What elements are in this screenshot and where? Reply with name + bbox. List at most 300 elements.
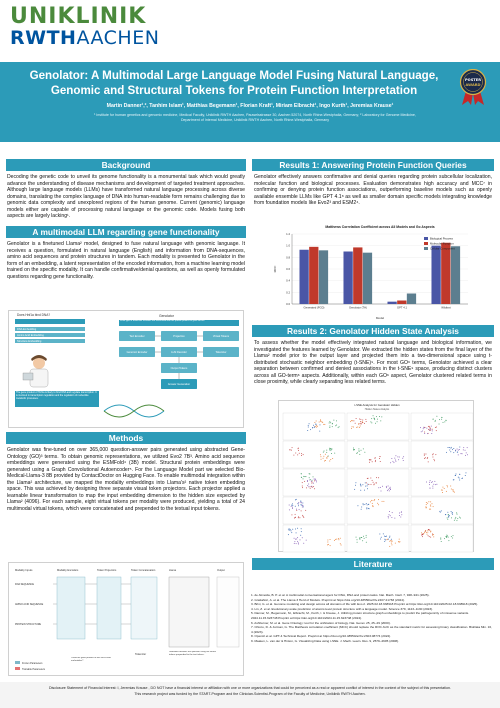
tsne-point: [448, 540, 449, 541]
tsne-point: [300, 539, 301, 540]
tsne-point: [332, 458, 333, 459]
tsne-point: [356, 418, 357, 419]
tsne-point: [336, 420, 337, 421]
tsne-point: [338, 538, 339, 539]
tsne-point: [313, 483, 314, 484]
tsne-point: [305, 510, 306, 511]
dna-helix-icon: [104, 405, 164, 417]
tsne-point: [290, 529, 291, 530]
tsne-point: [429, 427, 430, 428]
tsne-point: [455, 518, 456, 519]
tsne-point: [316, 481, 317, 482]
tsne-point: [340, 538, 341, 539]
bar: [343, 252, 352, 305]
tsne-point: [309, 423, 310, 424]
tsne-point: [424, 532, 425, 533]
tsne-point: [436, 430, 437, 431]
poster-award-badge-icon: [458, 69, 488, 105]
flow-block-label: Tokenizer: [215, 351, 227, 355]
legend-swatch: [424, 242, 428, 245]
tsne-point: [432, 486, 433, 487]
tsne-point: [446, 535, 447, 536]
tsne-point: [426, 502, 427, 503]
tsne-point: [292, 505, 293, 506]
legend-label: Cellular Component: [430, 246, 455, 251]
tsne-point: [387, 490, 388, 491]
tsne-point: [440, 539, 441, 540]
tsne-point: [357, 427, 358, 428]
svg-text:POSTER: POSTER: [465, 78, 481, 82]
results1-heading: Results 1: Answering Protein Function Queries: [252, 159, 494, 171]
tsne-point: [298, 516, 299, 517]
methods-text: Genolator was fine-tuned on over 365,000 question-answer pairs generated using abstracted Gene-Ontology (GO)³ terms. To obtain genomic representations, we utilized Evo2 7B³. Amino acid sequence embeddings were generated using the ESMFold⁴ (3B) model. Structural protein embeddings were generated using a Graph Convolutional Autoencoder⁵. For the Language Model part we selected Bio-Medical-Llama-3 8B provided by ContactDoctor on Hugging Face. To enable multimodal integration within the Llama² architecture, we mapped the modality embeddings into Llama's² native token embedding space. This was achieved by designing three separate visual token projectors. Each projector applied a learnable linear transformation to map the input embedding dimension to the hidden size expected by Llama² (4096). For each sample, eight virtual tokens per modality were produced, yielding a total of 24 multimodal virtual tokens, which were concatenated and prepended to the textual input tokens.: [7, 447, 245, 512]
tsne-point: [380, 420, 381, 421]
tsne-point: [301, 528, 302, 529]
tsne-point: [423, 427, 424, 428]
tsne-point: [430, 531, 431, 532]
tsne-point: [359, 423, 360, 424]
tsne-panel: [411, 441, 473, 468]
fig1-input-dna: DNA Embedding: [17, 328, 37, 331]
tsne-point: [300, 535, 301, 536]
x-tick-label: GPT 4.1: [397, 306, 407, 310]
tsne-point: [352, 420, 353, 421]
tsne-point: [424, 458, 425, 459]
tsne-point: [321, 459, 322, 460]
tsne-point: [292, 529, 293, 530]
tsne-point: [432, 534, 433, 535]
tsne-point: [389, 511, 390, 512]
scientist-icon: [23, 355, 48, 387]
tsne-point: [363, 504, 364, 505]
tsne-point: [446, 491, 447, 492]
tsne-point: [403, 456, 404, 457]
affiliation: ¹ Institute for human genetics and genomic medicine, Medical Faculty, Uniklinik RWTH Aachen, Pauwelsstrasse 30, Aachen 52074, North Rhine-Westphalia, Germany; ² Laboratory for Genome Medicine, Department of Internal Medicine, Uniklinik RWTH Aachen, North Rhine-Westphalia, Germany: [94, 113, 416, 122]
tsne-point: [372, 480, 373, 481]
tsne-point: [329, 427, 330, 428]
tsne-point: [325, 454, 326, 455]
tsne-point: [295, 452, 296, 453]
tsne-point: [359, 427, 360, 428]
tsne-point: [327, 544, 328, 545]
figure-tsne: [278, 400, 474, 552]
tsne-point: [303, 516, 304, 517]
tsne-point: [302, 505, 303, 506]
tsne-point: [303, 454, 304, 455]
tsne-point: [302, 515, 303, 516]
tsne-point: [447, 485, 448, 486]
tsne-point: [430, 428, 431, 429]
flow-block-label: Virtual Tokens: [212, 335, 230, 339]
tsne-point: [332, 423, 333, 424]
tsne-point: [453, 489, 454, 490]
tsne-point: [308, 483, 309, 484]
tsne-point: [388, 517, 389, 518]
y-tick-label: 1.2: [286, 232, 290, 236]
tsne-point: [291, 532, 292, 533]
tsne-point: [377, 421, 378, 422]
tsne-point: [389, 541, 390, 542]
tsne-point: [319, 431, 320, 432]
tsne-point: [452, 449, 453, 450]
legend-label: Biological Process: [430, 236, 453, 241]
chart-legend: [424, 237, 455, 251]
tsne-point: [308, 426, 309, 427]
tsne-point: [300, 500, 301, 501]
tsne-point: [297, 537, 298, 538]
tsne-point: [301, 473, 302, 474]
tsne-point: [459, 447, 460, 448]
mcc-chart: [270, 222, 480, 322]
tsne-point: [432, 429, 433, 430]
tsne-point: [364, 490, 365, 491]
reference-item: 1. de Almeida, B. P. et al. A multimodal conversational agent for DNA, RNA and protein tasks. Nat. Mach. Intell. 7, 928–941 (2025).: [251, 593, 430, 597]
tsne-point: [451, 536, 452, 537]
tsne-point: [403, 460, 404, 461]
tsne-point: [299, 509, 300, 510]
tsne-point: [463, 447, 464, 448]
tsne-point: [309, 477, 310, 478]
tsne-point: [459, 449, 460, 450]
tsne-point: [433, 459, 434, 460]
tsne-point: [466, 452, 467, 453]
tsne-point: [340, 543, 341, 544]
tsne-point: [420, 427, 421, 428]
tsne-point: [329, 423, 330, 424]
tsne-point: [402, 458, 403, 459]
tsne-point: [364, 423, 365, 424]
tsne-point: [386, 536, 387, 537]
tsne-point: [370, 459, 371, 460]
tsne-point: [388, 516, 389, 517]
tsne-point: [329, 426, 330, 427]
tsne-point: [364, 504, 365, 505]
fig1-input-structure: Structure Embedding: [17, 340, 42, 343]
tsne-point: [459, 478, 460, 479]
tsne-point: [308, 425, 309, 426]
tsne-point: [428, 535, 429, 536]
tsne-point: [388, 539, 389, 540]
tsne-point: [452, 535, 453, 536]
tsne-point: [362, 540, 363, 541]
tsne-point: [454, 520, 455, 521]
tsne-point: [429, 530, 430, 531]
tsne-point: [465, 455, 466, 456]
tsne-point: [447, 519, 448, 520]
tsne-point: [351, 428, 352, 429]
tsne-point: [301, 453, 302, 454]
tsne-point: [432, 430, 433, 431]
tsne-point: [314, 422, 315, 423]
results2-text: To assess whether the model effectively integrated natural language and biological information, we investigated the features learned by Genolator. We extracted the hidden states from the final layer of the Llama² model prior to the output layer and projected them into a two-dimensional space using t-distributed stochastic neighbor embedding (t-SNE)⁹. For most GO⁶ terms, Genolator achieved a clear separation between confirmed and denied associations in the t-SNE⁹ space, producing distinct clusters across all GO-term⁶ aspects. Additionally, within each GO⁶ aspect, Genolator clustered related terms in close proximity, while clearly separating less related terms.: [254, 340, 492, 385]
tsne-subtitle: Hidden States Analysis: [364, 408, 390, 411]
reference-item: 6. Ashburner, M. et al. Gene Ontology: tool for the unification of biology. Nat. Genet. 25, 25–29 (2000).: [251, 620, 391, 625]
methods-heading: Methods: [6, 432, 246, 444]
x-tick-label: Generated (FGD): [303, 306, 325, 310]
tsne-point: [366, 503, 367, 504]
tsne-point: [429, 484, 430, 485]
tsne-point: [300, 502, 301, 503]
tsne-point: [366, 537, 367, 538]
tsne-point: [444, 421, 445, 422]
tsne-point: [320, 419, 321, 420]
flow-block-label: Answer Generation: [167, 383, 191, 387]
tsne-point: [442, 487, 443, 488]
tsne-point: [303, 476, 304, 477]
tsne-point: [332, 426, 333, 427]
tsne-point: [353, 450, 354, 451]
tsne-point: [297, 454, 298, 455]
tsne-point: [430, 537, 431, 538]
tsne-point: [289, 509, 290, 510]
concat-block: [131, 577, 157, 639]
tsne-point: [372, 461, 373, 462]
tsne-point: [360, 450, 361, 451]
tsne-point: [327, 542, 328, 543]
tsne-point: [299, 453, 300, 454]
tsne-point: [302, 506, 303, 507]
mcc-chart-svg: [270, 222, 480, 322]
flow-block: [161, 363, 197, 373]
tsne-point: [296, 510, 297, 511]
tsne-point: [395, 461, 396, 462]
tsne-point: [303, 543, 304, 544]
tsne-point: [430, 488, 431, 489]
architecture-header: Output: [217, 569, 225, 572]
tsne-point: [302, 482, 303, 483]
tsne-point: [307, 480, 308, 481]
tsne-point: [359, 454, 360, 455]
tsne-point: [307, 430, 308, 431]
question-bar: [15, 319, 85, 324]
tsne-point: [357, 505, 358, 506]
tsne-point: [447, 512, 448, 513]
tsne-point: [386, 486, 387, 487]
tsne-point: [330, 450, 331, 451]
tsne-point: [292, 447, 293, 448]
tsne-point: [384, 541, 385, 542]
tsne-point: [430, 505, 431, 506]
tsne-point: [384, 536, 385, 537]
tsne-point: [356, 427, 357, 428]
legend-swatch: [424, 237, 428, 240]
tsne-point: [291, 505, 292, 506]
tsne-point: [358, 448, 359, 449]
tsne-point: [390, 487, 391, 488]
tsne-point: [375, 460, 376, 461]
tsne-point: [301, 477, 302, 478]
tsne-point: [395, 543, 396, 544]
tsne-point: [331, 449, 332, 450]
bar: [363, 253, 372, 304]
tsne-point: [390, 540, 391, 541]
tsne-point: [295, 517, 296, 518]
tsne-point: [398, 541, 399, 542]
tsne-point: [329, 421, 330, 422]
tsne-point: [377, 503, 378, 504]
architecture-legend: [15, 661, 46, 671]
bar: [309, 247, 318, 304]
tsne-point: [399, 456, 400, 457]
tsne-point: [389, 490, 390, 491]
tsne-point: [358, 450, 359, 451]
tsne-point: [394, 518, 395, 519]
tsne-point: [448, 447, 449, 448]
tsne-point: [324, 450, 325, 451]
tsne-point: [310, 429, 311, 430]
tsne-point: [371, 418, 372, 419]
tsne-point: [338, 427, 339, 428]
architecture-diagram: [9, 563, 245, 677]
tsne-point: [440, 512, 441, 513]
tsne-point: [451, 511, 452, 512]
tsne-point: [295, 506, 296, 507]
tsne-point: [363, 503, 364, 504]
tsne-point: [370, 501, 371, 502]
tsne-point: [313, 425, 314, 426]
tsne-point: [351, 420, 352, 421]
tsne-point: [357, 452, 358, 453]
tsne-point: [424, 454, 425, 455]
flow-block: [203, 347, 239, 357]
tsne-point: [465, 472, 466, 473]
tsne-point: [428, 461, 429, 462]
tsne-point: [431, 503, 432, 504]
tsne-point: [297, 503, 298, 504]
tsne-point: [432, 535, 433, 536]
tsne-point: [462, 453, 463, 454]
tsne-point: [429, 429, 430, 430]
tsne-point: [301, 510, 302, 511]
tsne-point: [444, 538, 445, 539]
tsne-point: [426, 428, 427, 429]
tsne-point: [296, 499, 297, 500]
tsne-point: [366, 508, 367, 509]
tsne-panel: [411, 413, 473, 440]
tsne-point: [356, 537, 357, 538]
tsne-point: [328, 455, 329, 456]
y-tick-label: 0.0: [286, 302, 290, 306]
tsne-point: [399, 539, 400, 540]
tsne-point: [291, 506, 292, 507]
tsne-point: [302, 487, 303, 488]
tsne-point: [335, 425, 336, 426]
tsne-point: [426, 504, 427, 505]
tsne-point: [293, 455, 294, 456]
fig1-right-label: Genolator: [159, 314, 174, 318]
tsne-panel: [283, 413, 345, 440]
tsne-point: [307, 481, 308, 482]
tsne-point: [326, 450, 327, 451]
tsne-point: [441, 510, 442, 511]
tsne-point: [288, 529, 289, 530]
tsne-point: [336, 424, 337, 425]
tsne-point: [316, 427, 317, 428]
tsne-point: [463, 449, 464, 450]
tsne-point: [353, 427, 354, 428]
tsne-point: [447, 486, 448, 487]
tsne-point: [288, 534, 289, 535]
flow-block-label: Text Encoder: [129, 335, 145, 339]
bar: [451, 246, 460, 304]
y-tick-label: 0.2: [286, 290, 290, 295]
tsne-point: [459, 479, 460, 480]
architecture-header: Modality Encoders: [57, 569, 79, 572]
tsne-point: [339, 426, 340, 427]
tsne-point: [441, 417, 442, 418]
tsne-point: [389, 537, 390, 538]
multimodal-heading: A multimodal LLM regarding gene functionality: [6, 226, 246, 238]
tsne-point: [360, 421, 361, 422]
bar: [441, 243, 450, 304]
tsne-point: [381, 537, 382, 538]
tsne-point: [360, 485, 361, 486]
reference-item: 9. Maaten, L. van der & Hinton, G. Visualizing Data using t-SNE. J. Mach. Learn. Res. 9, 2579–2605 (2008).: [251, 638, 400, 643]
tsne-point: [320, 456, 321, 457]
tsne-point: [433, 506, 434, 507]
tsne-point: [360, 425, 361, 426]
tsne-point: [467, 447, 468, 448]
bar: [387, 302, 396, 304]
tsne-point: [367, 485, 368, 486]
disclosure-statement: Disclosure Statement of Financial Interest: I, Jeremias Krause , DO NOT have a financial interest or affiliation with one or more organizations that could be perceived as a real or apparent conflict of interest in the context of the subject of this presentation.: [49, 686, 451, 690]
tsne-point: [393, 462, 394, 463]
tsne-point: [389, 488, 390, 489]
architecture-header: Token Concatenation: [131, 569, 156, 572]
tsne-point: [427, 433, 428, 434]
tsne-point: [458, 450, 459, 451]
tsne-point: [380, 456, 381, 457]
tsne-point: [456, 520, 457, 521]
tsne-point: [435, 427, 436, 428]
tsne-point: [330, 459, 331, 460]
tsne-point: [386, 487, 387, 488]
tsne-point: [324, 460, 325, 461]
tsne-point: [452, 513, 453, 514]
tsne-point: [424, 433, 425, 434]
logo-line-1: UNIKLINIK: [10, 4, 147, 29]
tsne-point: [446, 452, 447, 453]
tsne-point: [455, 517, 456, 518]
tsne-point: [427, 532, 428, 533]
y-axis-label: MCC: [273, 265, 277, 273]
tsne-point: [373, 506, 374, 507]
fig2-note-right: Genolator answers the question using the virtual tokens prepended to the text tokens.: [169, 651, 216, 656]
tsne-point: [295, 539, 296, 540]
architecture-headers: [15, 568, 225, 572]
tsne-title: t-SNE Analysis for Genolator Hidden: [354, 403, 400, 407]
tsne-panel: [411, 497, 473, 524]
tsne-point: [373, 482, 374, 483]
tsne-point: [448, 537, 449, 538]
tsne-point: [327, 539, 328, 540]
flow-block-label: Projection: [173, 335, 185, 339]
tsne-point: [308, 486, 309, 487]
x-axis-label: Model: [375, 316, 385, 320]
tsne-point: [361, 509, 362, 510]
tsne-point: [432, 481, 433, 482]
tsne-point: [297, 528, 298, 529]
tsne-point: [366, 507, 367, 508]
tsne-point: [425, 531, 426, 532]
tsne-point: [435, 420, 436, 421]
chart-title: Matthews Correlation Coefficient across All Models and Go Aspects: [325, 225, 435, 229]
tsne-panel: [283, 525, 345, 552]
tsne-point: [391, 544, 392, 545]
tsne-point: [453, 448, 454, 449]
tsne-point: [305, 476, 306, 477]
bar: [319, 250, 328, 304]
